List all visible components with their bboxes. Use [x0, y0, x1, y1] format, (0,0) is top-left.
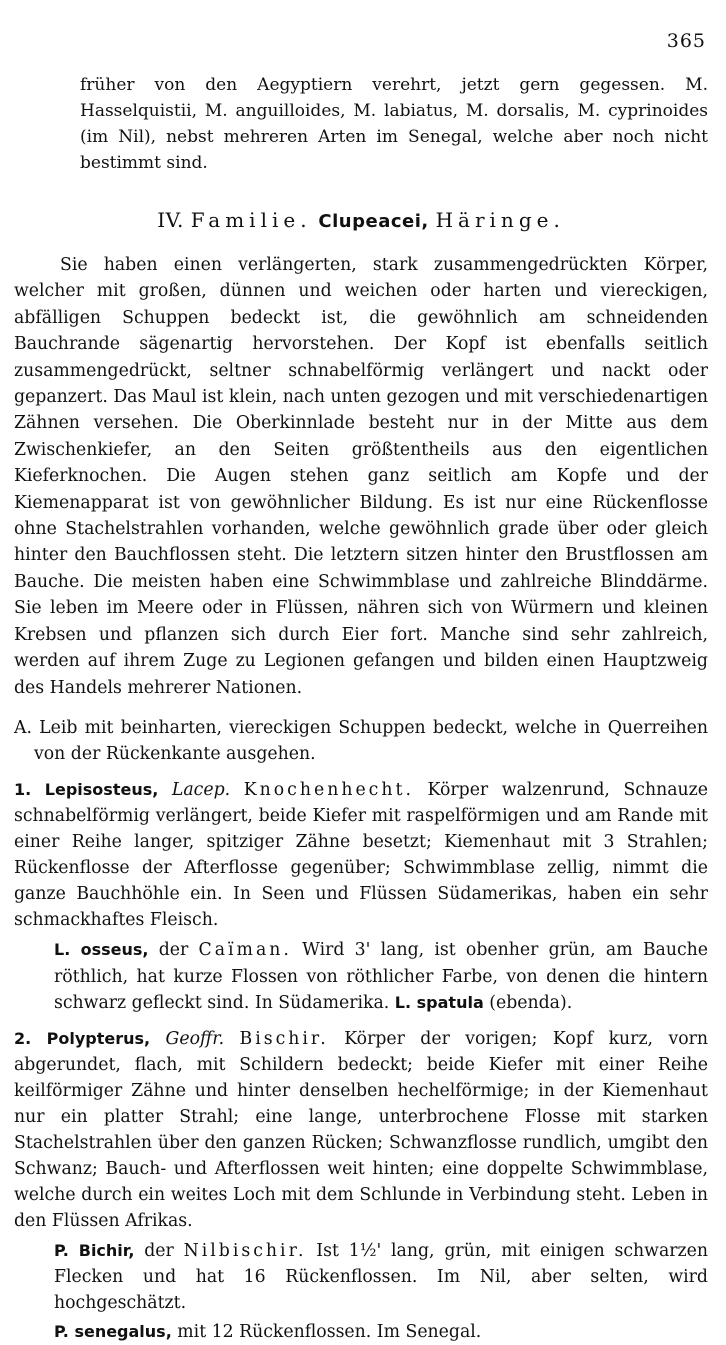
species-name: P. senegalus,	[54, 1321, 172, 1341]
page-number: 365	[666, 30, 706, 52]
species-common-name: Caïman.	[198, 940, 292, 961]
genus-entry-polypterus	[14, 1026, 708, 1234]
family-number: IV.	[157, 208, 184, 232]
family-german-name: Häringe.	[435, 208, 565, 232]
species-description-secondary: (ebenda).	[489, 992, 573, 1013]
page-body	[14, 72, 708, 1345]
genus-author: Lacep.	[171, 780, 231, 801]
species-entry-p-bichir	[14, 1238, 708, 1317]
species-name-secondary: L. spatula	[394, 992, 484, 1012]
genus-entry-lepisosteus	[14, 777, 708, 933]
genus-name: Polypterus,	[46, 1028, 151, 1048]
genus-description: Körper walzenrund, Schnauze schnabelförmig verlängert, beide Kiefer mit raspelförmigen und am Rande mit einer Reihe langer, spitziger Zähne besetzt; Kiemenhaut mit 3 Strahlen; Rückenflosse der Afterflosse gegenüber; Schwimmblase zellig, nimmt die ganze Bauchhöhle ein. In Seen und Flüssen Südamerikas, haben ein sehr schmackhaftes Fleisch.	[14, 780, 709, 931]
species-article: der	[144, 1240, 174, 1261]
species-common-name: Nilbischir.	[183, 1240, 307, 1261]
species-entry-p-senegalus	[14, 1319, 708, 1345]
species-name: L. osseus,	[54, 940, 149, 960]
family-label: Familie.	[190, 208, 312, 232]
species-article: der	[158, 940, 189, 961]
family-description: Sie haben einen verlängerten, stark zusammengedrückten Körper, welcher mit großen, dünnen und weichen oder harten und viereckigen, abfälligen Schuppen bedeckt ist, die gewöhnlich am schneidenden Bauchrande sägenartig hervorstehen. Der Kopf ist ebenfalls seitlich zusammengedrückt, seltner schnabelförmig verlängert und nackt oder gepanzert. Das Maul ist klein, nach unten gezogen und mit verschiedenartigen Zähnen versehen. Die Oberkinnlade besteht nur in der Mitte aus dem Zwischenkiefer, an den Seiten größtentheils aus den eigentlichen Kieferknochen. Die Augen stehen ganz seitlich am Kopfe und der Kiemenapparat ist von gewöhnlicher Bildung. Es ist nur eine Rückenflosse ohne Stachelstrahlen vorhanden, welche gewöhnlich grade über oder gleich hinter den Bauchflossen steht. Die letztern sitzen hinter den Brustflossen am Bauche. Die meisten haben eine Schwimmblase und zahlreiche Blinddärme. Sie leben im Meere oder in Flüssen, nähren sich von Würmern und kleinen Krebsen und pflanzen sich durch Eier fort. Manche sind sehr zahlreich, werden auf ihrem Zuge zu Legionen gefangen und bilden einen Hauptzweig des Handels mehrerer Nationen.	[14, 255, 708, 698]
genus-number: 1.	[14, 780, 32, 800]
family-latin-name: Clupeacei,	[318, 211, 429, 232]
genus-description: Körper der vorigen; Kopf kurz, vorn abgerundet, flach, mit Schildern bedeckt; beide Kiefer mit einer Reihe keilförmiger Zähne und hinter denselben hechelförmige; in der Kiemenhaut nur ein platter Strahl; eine lange, unterbrochene Flosse mit starken Stachelstrahlen über den ganzen Rücken; Schwanzflosse rundlich, umgibt den Schwanz; Bauch- und Afterflossen weit hinten; eine doppelte Schwimmblase, welche durch ein weites Loch mit dem Schlunde in Verbindung steht. Leben in den Flüssen Afrikas.	[14, 1028, 709, 1231]
continued-paragraph: früher von den Aegyptiern verehrt, jetzt gern gegessen. M. Hasselquistii, M. anguilloides, M. labiatus, M. dorsalis, M. cyprinoides (im Nil), nebst mehreren Arten im Senegal, welche aber noch nicht bestimmt sind.	[80, 75, 708, 173]
species-name: P. Bichir,	[54, 1240, 135, 1260]
genus-name: Lepisosteus,	[44, 780, 159, 800]
species-description: mit 12 Rückenflossen. Im Senegal.	[177, 1321, 482, 1342]
genus-common-name: Bischir.	[239, 1028, 329, 1049]
genus-common-name: Knochenhecht.	[243, 780, 414, 801]
family-heading	[14, 208, 708, 232]
genus-author: Geoffr.	[165, 1028, 225, 1049]
species-description: Wird 3' lang, ist obenher grün, am Bauche röthlich, hat kurze Flossen von röthlicher Farbe, von denen die hintern schwarz gefleckt sind. In Südamerika.	[54, 940, 708, 1013]
species-description: Ist 1½' lang, grün, mit einigen schwarzen Flecken und hat 16 Rückenflossen. Im Nil, aber selten, wird hochgeschätzt.	[54, 1240, 709, 1314]
section-a-heading: A. Leib mit beinharten, viereckigen Schuppen bedeckt, welche in Querreihen von der Rückenkante ausgehen.	[14, 717, 708, 765]
genus-number: 2.	[14, 1028, 32, 1048]
species-entry-l-osseus	[14, 937, 708, 1016]
